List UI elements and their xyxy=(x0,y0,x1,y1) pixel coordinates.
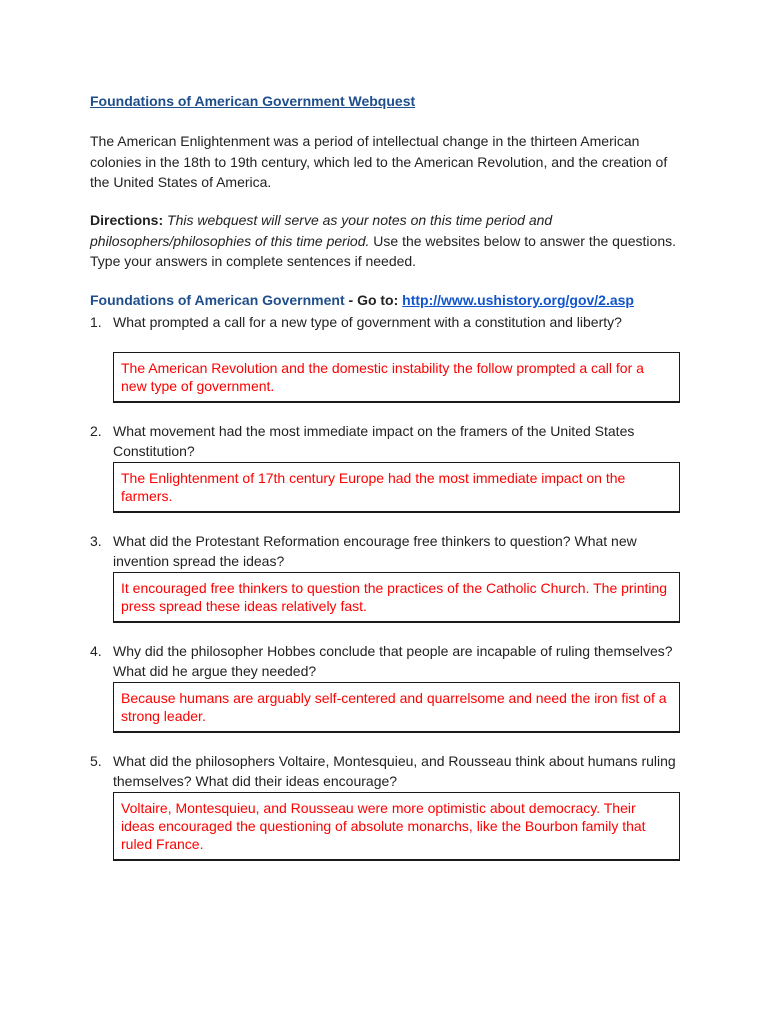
question-text: What movement had the most immediate impact on the framers of the United States Constitution? xyxy=(113,423,635,459)
question-number: 4. xyxy=(90,643,102,659)
ushistory-link[interactable]: http://www.ushistory.org/gov/2.asp xyxy=(402,292,634,308)
question-text: What did the philosophers Voltaire, Montesquieu, and Rousseau think about humans ruling themselves? What did their ideas encourage? xyxy=(113,753,676,789)
question-number: 3. xyxy=(90,533,102,549)
directions-text: Use the websites below to answer the questions. Type your answers in complete sentences if needed. xyxy=(90,232,677,269)
question-item xyxy=(90,641,690,681)
question-text: What did the Protestant Reformation encourage free thinkers to question? What new invention spread the ideas? xyxy=(113,533,637,569)
question-number: 2. xyxy=(90,423,102,439)
question-item xyxy=(90,312,690,332)
answer-box[interactable]: It encouraged free thinkers to question the practices of the Catholic Church. The printing press spread these ideas relatively fast. xyxy=(113,572,680,623)
intro-paragraph: The American Enlightenment was a period of intellectual change in the thirteen American colonies in the 18th to 19th century, which led to the American Revolution, and the creation of the United States of America. xyxy=(90,133,668,190)
section-heading xyxy=(90,292,710,308)
question-item xyxy=(90,421,690,461)
question-item xyxy=(90,751,690,791)
question-number: 5. xyxy=(90,753,102,769)
question-text: Why did the philosopher Hobbes conclude that people are incapable of ruling themselves? What did he argue they needed? xyxy=(113,643,673,679)
question-text: What prompted a call for a new type of government with a constitution and liberty? xyxy=(113,314,622,330)
answer-box[interactable]: Voltaire, Montesquieu, and Rousseau were more optimistic about democracy. Their ideas encouraged the questioning of absolute monarchs, like the Bourbon family that ruled France. xyxy=(113,792,680,861)
page-title: Foundations of American Government Webquest xyxy=(90,93,416,109)
answer-box[interactable]: Because humans are arguably self-centered and quarrelsome and need the iron fist of a strong leader. xyxy=(113,682,680,733)
goto-label: - Go to: xyxy=(344,292,403,308)
section-title: Foundations of American Government xyxy=(90,292,345,308)
directions-italic-text: This webquest will serve as your notes on this time period and philosophers/philosophies of this time period. xyxy=(90,212,553,249)
question-number: 1. xyxy=(90,314,102,330)
answer-box[interactable]: The American Revolution and the domestic instability the follow prompted a call for a new type of government. xyxy=(113,352,680,403)
directions-paragraph xyxy=(90,210,690,272)
directions-label: Directions: xyxy=(90,212,164,228)
answer-box[interactable]: The Enlightenment of 17th century Europe had the most immediate impact on the farmers. xyxy=(113,462,680,513)
question-item xyxy=(90,531,690,571)
